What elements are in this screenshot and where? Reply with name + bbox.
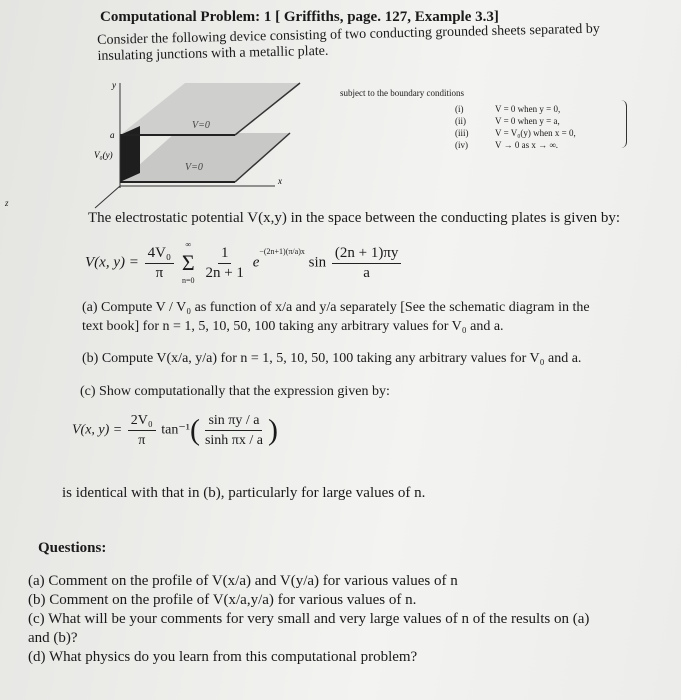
- brace: [620, 100, 627, 148]
- top-plate: [120, 83, 300, 135]
- boundary-item: (iii) V = V₀(y) when x = 0,: [455, 128, 576, 138]
- z-axis-label: z: [5, 198, 9, 208]
- formula-arctan: V(x, y) = $\frac{\text{2V₀}}{\pi}$ tan⁻¹( $\frac{\text{sin πy / a}}{\text{sinh πx / a}}$ ): [72, 413, 278, 448]
- bottom-plate: [120, 133, 290, 182]
- x-axis-label: x: [278, 176, 282, 186]
- identical-text: is identical with that in (b), particularly for large values of n.: [62, 485, 426, 501]
- boundary-conditions: [455, 103, 576, 151]
- formula-potential: V(x, y) = $\frac{\text{4V₀}}{\pi}$ ∞ Σ n=0 $\frac{1}{2n + 1}$ $e^{-(2n+1)(\pi/a)x}$ sin $\frac{(2n + 1)\pi y}{a}$: [85, 240, 403, 286]
- question-item: (d) What physics do you learn from this computational problem?: [28, 649, 418, 665]
- potential-intro: The electrostatic potential V(x,y) in the space between the conducting plates is given by:: [88, 210, 621, 226]
- z-axis: [95, 186, 120, 208]
- question-item: (c) What will be your comments for very small and very large values of n of the results on (a): [28, 611, 590, 627]
- question-item: and (b)?: [28, 630, 78, 646]
- boundary-item: (iv) V → 0 as x → ∞.: [455, 140, 558, 150]
- part-c: (c) Show computationally that the expression given by:: [80, 384, 390, 399]
- boundary-item: (ii) V = 0 when y = a,: [455, 116, 560, 126]
- intro-text: Consider the following device consisting of two conducting grounded sheets separated by insulating junctions with a metallic plate.: [97, 21, 600, 64]
- question-item: (a) Comment on the profile of V(x/a) and V(y/a) for various values of n: [28, 573, 458, 589]
- boundary-item: (i) V = 0 when y = 0,: [455, 104, 561, 114]
- part-b: (b) Compute V(x/a, y/a) for n = 1, 5, 10, 50, 100 taking any arbitrary values for V₀ and a.: [82, 351, 582, 366]
- questions-list: [28, 572, 589, 667]
- question-item: (b) Comment on the profile of V(x/a,y/a) for various values of n.: [28, 592, 417, 608]
- questions-heading: Questions:: [38, 540, 107, 556]
- device-diagram: [94, 78, 300, 208]
- part-a: (a) Compute V / V₀ as function of x/a and y/a separately [See the schematic diagram in the text book] for n = 1, 5, 10, 50, 100 taking any arbitrary values for V₀ and a.: [82, 300, 590, 334]
- top-plate-label: V=0: [192, 120, 210, 131]
- a-label: a: [110, 130, 115, 140]
- boundary-heading: subject to the boundary conditions: [340, 88, 464, 98]
- problem-title: Computational Problem: 1 [ Griffiths, page. 127, Example 3.3]: [100, 9, 499, 25]
- v0-label: V₀(y): [94, 150, 113, 160]
- y-axis-label: y: [112, 80, 116, 90]
- bottom-plate-label: V=0: [185, 162, 203, 173]
